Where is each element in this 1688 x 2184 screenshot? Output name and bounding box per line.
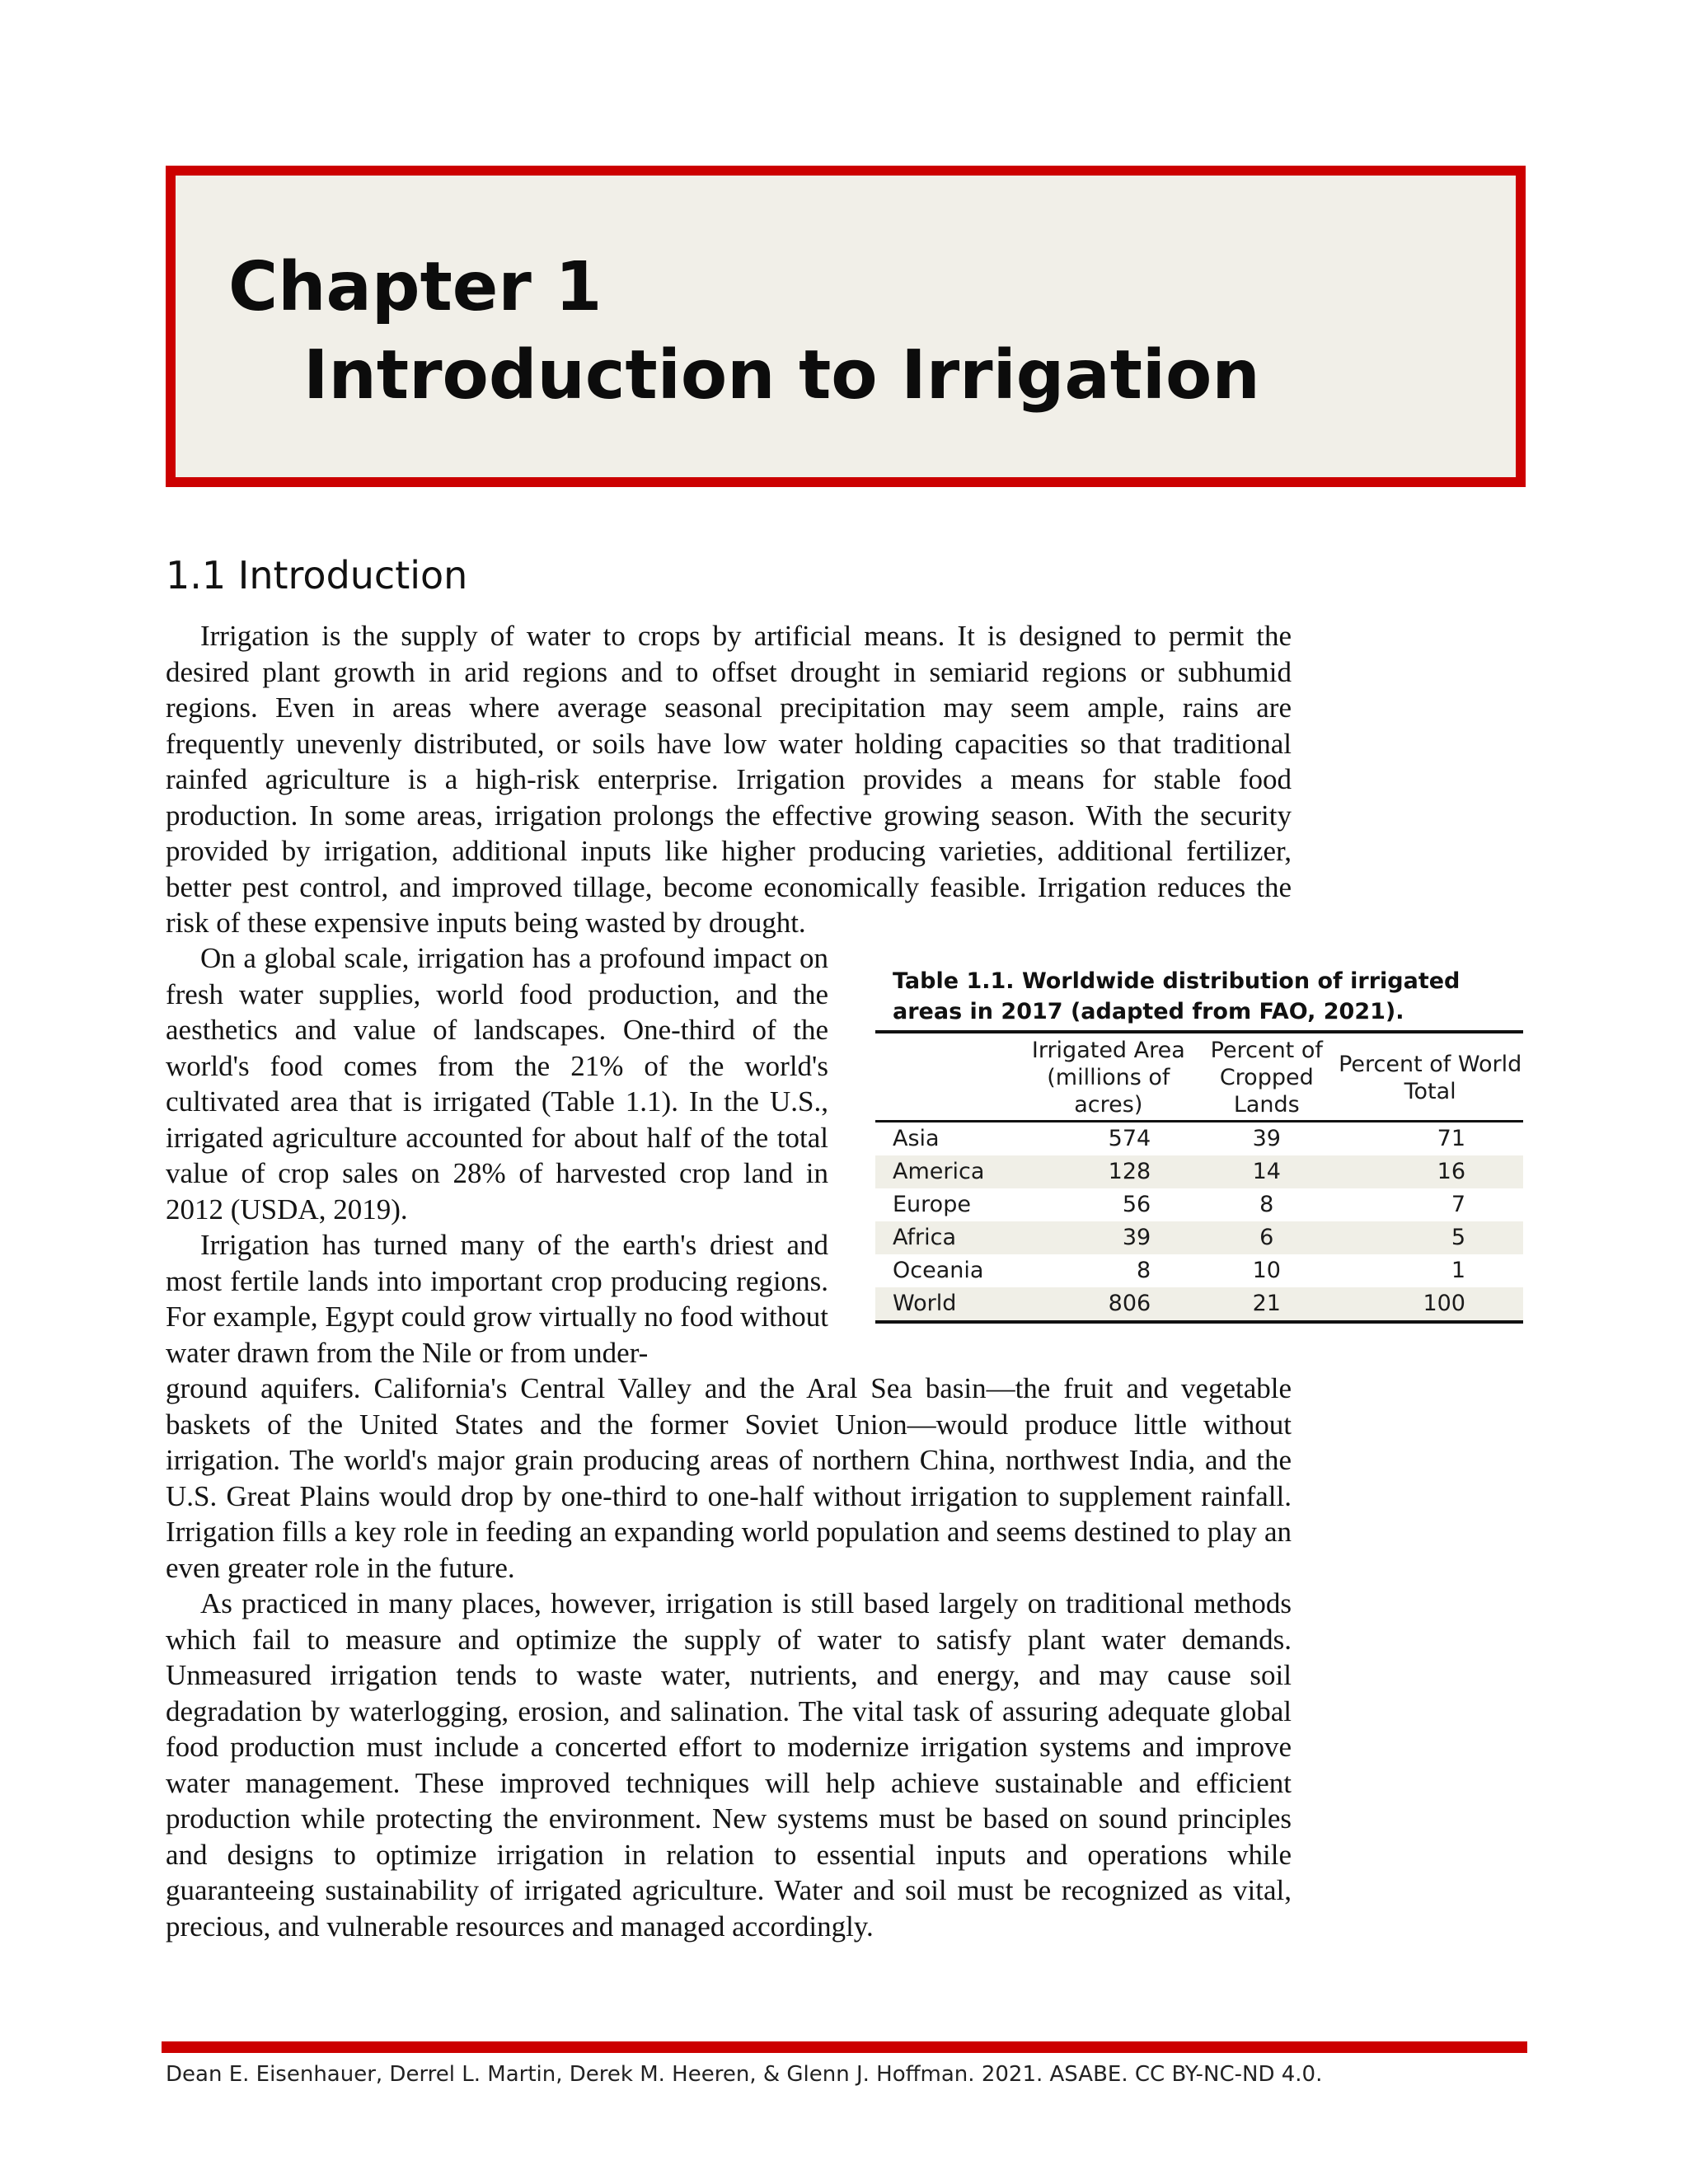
table-cell: Oceania [893, 1258, 984, 1283]
table-cell: 806 [1108, 1291, 1151, 1316]
table-header-row [875, 1032, 1523, 1122]
table-cell: 6 [1259, 1225, 1274, 1250]
footer-divider [162, 2041, 1527, 2053]
table-cell: 56 [1122, 1192, 1151, 1217]
table-caption: Table 1.1. Worldwide distribution of irrigated areas in 2017 (adapted from FAO, 2021). [893, 968, 1461, 1024]
table-row-total [875, 1287, 1523, 1322]
table-cell: 14 [1252, 1159, 1281, 1184]
chapter-title-box [166, 166, 1526, 487]
table-cell: 574 [1108, 1126, 1151, 1151]
paragraph-1: Irrigation is the supply of water to crops by artificial means. It is designed to permit the desired plant growth in arid regions and to offset drought in semiarid regions or subhumid regions. Even in areas where average seasonal precipitation may seem ample, rains are frequently unevenly distributed, or soils have low water holding capacities so that traditional rainfed agriculture is a high-risk enterprise. Irrigation provides a means for stable food production. In some areas, irrigation prolongs the effective growing season. With the security provided by irrigation, additional inputs like higher producing varieties, additional fertilizer, better pest control, and improved tillage, become economically feasible. Irrigation reduces the risk of these expensive inputs being wasted by drought. [166, 620, 1292, 939]
table-cell: 71 [1437, 1126, 1465, 1151]
table-cell: Africa [893, 1225, 957, 1250]
table-cell: America [893, 1159, 985, 1184]
table-row [875, 1188, 1523, 1221]
table-row [875, 1122, 1523, 1156]
table-cell: 1 [1451, 1258, 1465, 1283]
table-cell: 100 [1423, 1291, 1465, 1316]
paragraph-4: As practiced in many places, however, irrigation is still based largely on traditional methods which fail to measure and optimize the supply of water to satisfy plant water demands. Unmeasured irrigation tends to waste water, nutrients, and energy, and may cause soil degradation by waterlogging, erosion, and salination. The vital task of assuring adequate global food production must include a concerted effort to modernize irrigation systems and improve water management. These improved techniques will help achieve sustainable and efficient production while protecting the environment. New systems must be based on sound principles and designs to optimize irrigation in relation to essential inputs and operations while guaranteeing sustainability of irrigated agriculture. Water and soil must be recognized as vital, precious, and vulnerable resources and managed accordingly. [166, 1587, 1292, 1943]
table-cell: 8 [1259, 1192, 1274, 1217]
table-cell: 128 [1108, 1159, 1151, 1184]
footer-citation: Dean E. Eisenhauer, Derrel L. Martin, Derek M. Heeren, & Glenn J. Hoffman. 2021. ASABE. CC BY-NC-ND 4.0. [166, 2062, 1323, 2087]
table-header: Percent of Cropped Lands [1210, 1038, 1323, 1118]
table-row [875, 1254, 1523, 1287]
table-header: Irrigated Area (millions of acres) [1031, 1038, 1185, 1118]
table-cell: 16 [1437, 1159, 1465, 1184]
paragraph-3: Irrigation has turned many of the earth's driest and most fertile lands into important crop producing regions. For example, Egypt could grow virtually no food without water drawn from the Nile or from under- [166, 1229, 828, 1369]
paragraph-3-continued: ground aquifers. California's Central Valley and the Aral Sea basin—the fruit and vegetable baskets of the United States and the former Soviet Union—would produce little without irrigation. The world's major grain producing areas of northern China, northwest India, and the U.S. Great Plains would drop by one-third to one-half without irrigation to supplement rainfall. Irrigation fills a key role in feeding an expanding world population and seems destined to play an even greater role in the future. [166, 1372, 1292, 1584]
table-header [875, 1032, 1020, 1122]
table-cell: 5 [1451, 1225, 1465, 1250]
chapter-number: Chapter 1 [228, 248, 603, 326]
table-row [875, 1155, 1523, 1188]
table-cell: Asia [893, 1126, 940, 1151]
section-heading: 1.1 Introduction [166, 553, 468, 598]
table-cell: Europe [893, 1192, 971, 1217]
table-cell: 21 [1252, 1291, 1281, 1316]
table-header: Percent of World Total [1339, 1051, 1522, 1104]
table-cell: 39 [1252, 1126, 1281, 1151]
table-row [875, 1221, 1523, 1254]
table-cell: 39 [1122, 1225, 1151, 1250]
table-cell: 8 [1137, 1258, 1151, 1283]
irrigation-table [875, 1030, 1523, 1324]
table-cell: 10 [1252, 1258, 1281, 1283]
paragraph-2: On a global scale, irrigation has a profound impact on fresh water supplies, world food production, and the aesthetics and value of landscapes. One-third of the world's food comes from the 21% of the world's cultivated area that is irrigated (Table 1.1). In the U.S., irrigated agriculture accounted for about half of the total value of crop sales on 28% of harvested crop land in 2012 (USDA, 2019). [166, 942, 828, 1226]
table-1-1 [875, 966, 1523, 1324]
chapter-title: Introduction to Irrigation [303, 336, 1260, 415]
table-cell: World [893, 1291, 957, 1316]
table-cell: 7 [1451, 1192, 1465, 1217]
